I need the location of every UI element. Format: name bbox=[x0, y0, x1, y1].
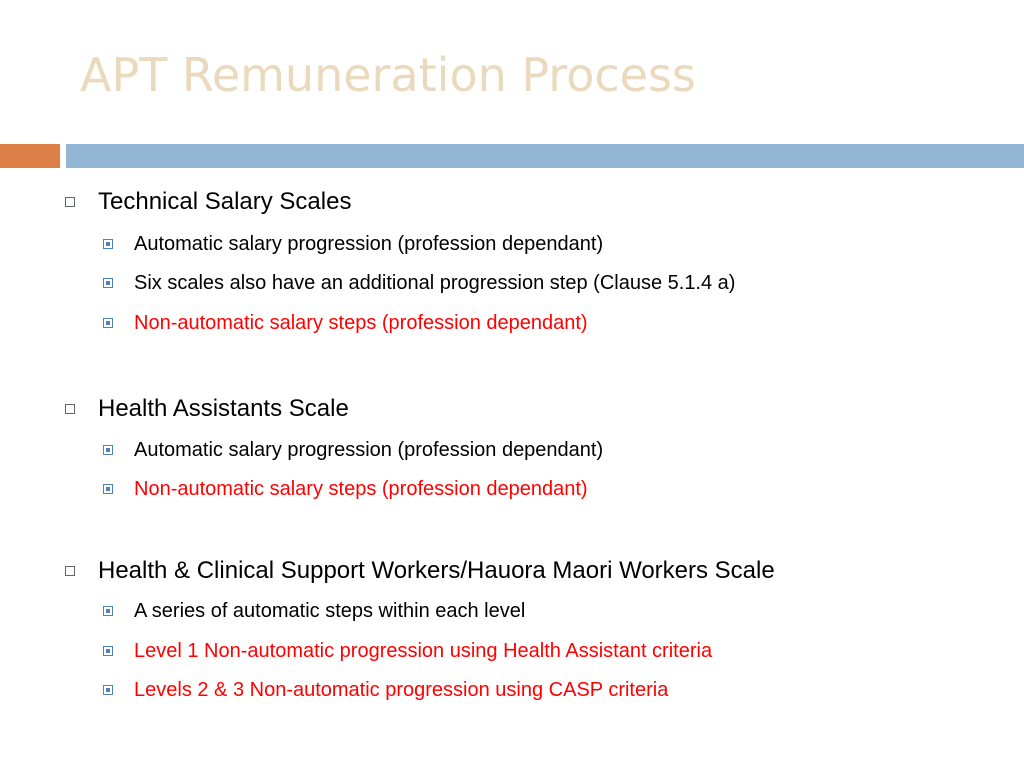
list-item-text: Non-automatic salary steps (profession dependant) bbox=[134, 478, 588, 500]
list-item-text: Automatic salary progression (profession dependant) bbox=[134, 439, 604, 461]
square-bullet-icon bbox=[103, 606, 113, 616]
list-item bbox=[134, 599, 525, 623]
list-item-text: A series of automatic steps within each level bbox=[134, 600, 526, 622]
section-heading bbox=[98, 395, 349, 423]
hollow-square-bullet-icon bbox=[65, 566, 75, 576]
square-bullet-icon bbox=[103, 685, 113, 695]
section-heading bbox=[98, 557, 775, 585]
list-item-text: Level 1 Non-automatic progression using Health Assistant criteria bbox=[134, 640, 713, 662]
list-item-text: Six scales also have an additional progression step (Clause 5.1.4 a) bbox=[134, 272, 736, 294]
square-bullet-icon bbox=[103, 239, 113, 249]
hollow-square-bullet-icon bbox=[65, 404, 75, 414]
list-item-text: Non-automatic salary steps (profession dependant) bbox=[134, 312, 588, 334]
slide-title: APT Remuneration Process bbox=[80, 48, 696, 102]
section-heading-text: Health & Clinical Support Workers/Hauora Maori Workers Scale bbox=[98, 557, 775, 584]
list-item bbox=[134, 438, 603, 462]
square-bullet-icon bbox=[103, 484, 113, 494]
list-item bbox=[134, 271, 735, 295]
list-item-text: Levels 2 & 3 Non-automatic progression using CASP criteria bbox=[134, 679, 669, 701]
square-bullet-icon bbox=[103, 278, 113, 288]
square-bullet-icon bbox=[103, 318, 113, 328]
list-item-highlighted bbox=[134, 311, 588, 335]
section-heading bbox=[98, 188, 351, 216]
list-item-highlighted bbox=[134, 678, 668, 702]
list-item bbox=[134, 232, 603, 256]
square-bullet-icon bbox=[103, 646, 113, 656]
list-item-highlighted bbox=[134, 639, 712, 663]
list-item-highlighted bbox=[134, 477, 588, 501]
section-heading-text: Health Assistants Scale bbox=[98, 395, 349, 422]
hollow-square-bullet-icon bbox=[65, 197, 75, 207]
section-heading-text: Technical Salary Scales bbox=[98, 188, 352, 215]
square-bullet-icon bbox=[103, 445, 113, 455]
list-item-text: Automatic salary progression (profession dependant) bbox=[134, 233, 604, 255]
